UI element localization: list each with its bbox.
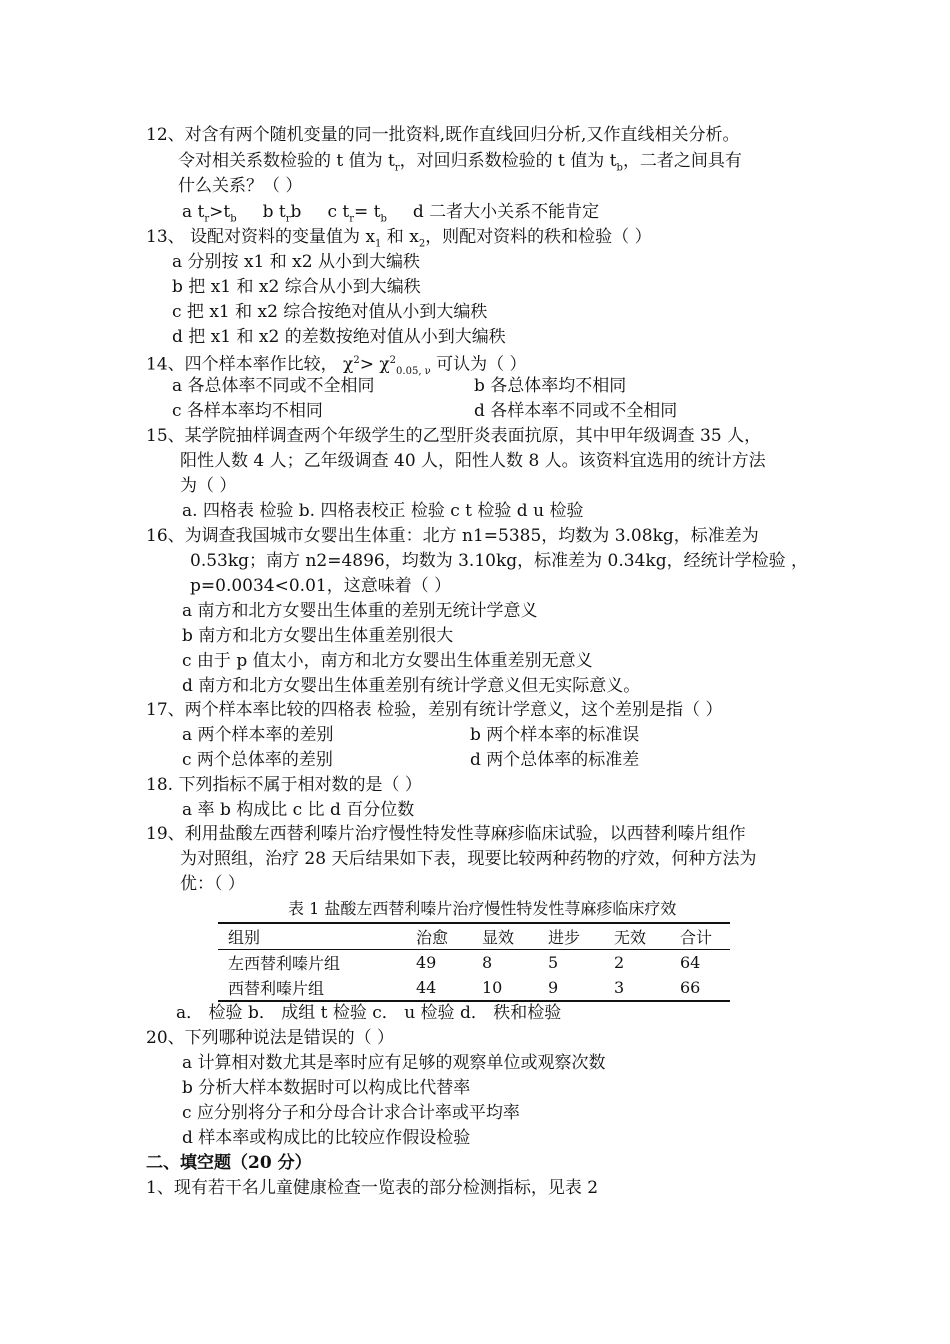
q12-option-b: b $t_rb$ [262, 202, 302, 225]
q14-option-c: c 各样本率均不相同 [172, 401, 323, 421]
table-row [218, 950, 730, 976]
table-cell: 2 [614, 953, 625, 972]
q17-option-a: a 两个样本率的差别 [182, 725, 334, 745]
q14-option-a: a 各总体率不同或不全相同 [172, 376, 375, 396]
q16-option-d: d 南方和北方女婴出生体重差别有统计学意义但无实际意义。 [182, 676, 641, 696]
q12-stem-line2: 令对相关系数检验的 t 值为 $t_r$，对回归系数检验的 t 值为 $t_b$，二者之间具有 [178, 151, 742, 174]
q16-stem-line1: 16、为调查我国城市女婴出生体重：北方 n1=5385，均数为 3.08kg，标准差为 [146, 526, 759, 546]
table-cell: 64 [680, 953, 701, 972]
table-cell: 10 [482, 978, 503, 997]
header-group: 组别 [228, 928, 261, 947]
q16-stem-line3: p=0.0034<0.01，这意味着（ ） [190, 576, 452, 596]
q18-options: a 率 b 构成比 c 比 d 百分位数 [182, 800, 415, 820]
table-cell: 5 [548, 953, 559, 972]
q14-option-b: b 各总体率均不相同 [474, 376, 627, 396]
header-total: 合计 [680, 928, 713, 947]
table-row [218, 975, 730, 1001]
q13-option-c: c 把 x1 和 x2 综合按绝对值从小到大编秩 [172, 302, 488, 322]
q13-stem: 13、 设配对资料的变量值为 $x_1$ 和 $x_2$，则配对资料的秩和检验（ ） [146, 227, 652, 250]
header-ineffective: 无效 [614, 928, 647, 947]
q14-stem: 14、四个样本率作比较， $\chi^2> \chi^2_{0.05, \nu}$ 可认为（ ） [146, 354, 527, 378]
q12-stem-line1: 12、对含有两个随机变量的同一批资料,既作直线回归分析,又作直线相关分析。 [146, 125, 740, 145]
q17-option-b: b 两个样本率的标准误 [470, 725, 640, 745]
table-cell: 44 [416, 978, 437, 997]
q19-stem-line1: 19、利用盐酸左西替利嗪片治疗慢性特发性荨麻疹临床试验，以西替利嗪片组作 [146, 824, 746, 844]
q13-option-d: d 把 x1 和 x2 的差数按绝对值从小到大编秩 [172, 327, 506, 347]
q12-option-a: a $t_r>t_b$ [182, 202, 237, 225]
q16-option-b: b 南方和北方女婴出生体重差别很大 [182, 626, 454, 646]
header-marked: 显效 [482, 928, 515, 947]
q18-stem: 18. 下列指标不属于相对数的是（ ） [146, 775, 422, 795]
header-improved: 进步 [548, 928, 581, 947]
header-cured: 治愈 [416, 928, 449, 947]
table-cell: 49 [416, 953, 437, 972]
q20-stem: 20、下列哪种说法是错误的（ ） [146, 1028, 395, 1048]
q14-option-d: d 各样本率不同或不全相同 [474, 401, 678, 421]
q19-stem-line2: 为对照组，治疗 28 天后结果如下表，现要比较两种药物的疗效，何种方法为 [180, 849, 757, 869]
q19-options: a． 检验 b． 成组 t 检验 c． u 检验 d． 秩和检验 [176, 1003, 562, 1023]
q12-option-c: c $t_r= t_b$ [327, 202, 387, 225]
q17-stem: 17、两个样本率比较的四格表 检验，差别有统计学意义，这个差别是指（ ） [146, 700, 723, 720]
q13-option-a: a 分别按 x1 和 x2 从小到大编秩 [172, 252, 420, 272]
section-title: 二、填空题（20 分） [146, 1153, 312, 1173]
q15-stem-line2: 阳性人数 4 人；乙年级调查 40 人，阳性人数 8 人。该资料宜选用的统计方法 [180, 451, 766, 471]
table-cell: 66 [680, 978, 701, 997]
q20-option-c: c 应分别将分子和分母合计求合计率或平均率 [182, 1103, 520, 1123]
q15-options: a. 四格表 检验 b. 四格表校正 检验 c t 检验 d u 检验 [182, 501, 584, 521]
table-cell: 3 [614, 978, 625, 997]
q19-stem-line3: 优：（ ） [180, 874, 245, 894]
q20-option-d: d 样本率或构成比的比较应作假设检验 [182, 1128, 471, 1148]
q20-option-b: b 分析大样本数据时可以构成比代替率 [182, 1078, 471, 1098]
q16-option-a: a 南方和北方女婴出生体重的差别无统计学意义 [182, 601, 538, 621]
q15-stem-line1: 15、某学院抽样调查两个年级学生的乙型肝炎表面抗原，其中甲年级调查 35 人， [146, 426, 762, 446]
q16-stem-line2: 0.53kg；南方 n2=4896，均数为 3.10kg，标准差为 0.34kg，经统计学检验 ， [190, 551, 808, 571]
table-cell: 左西替利嗪片组 [228, 954, 341, 973]
table-header-row [218, 923, 730, 950]
table-cell: 西替利嗪片组 [228, 979, 325, 998]
table-caption: 表 1 盐酸左西替利嗪片治疗慢性特发性荨麻疹临床疗效 [288, 899, 677, 918]
q12-stem-line3: 什么关系？（ ） [178, 176, 303, 196]
fill-in-q1: 1、现有若干名儿童健康检查一览表的部分检测指标，见表 2 [146, 1178, 599, 1198]
table-cell: 9 [548, 978, 559, 997]
q20-option-a: a 计算相对数尤其是率时应有足够的观察单位或观察次数 [182, 1053, 606, 1073]
efficacy-table [218, 922, 730, 1002]
q16-option-c: c 由于 p 值太小，南方和北方女婴出生体重差别无意义 [182, 651, 593, 671]
q13-option-b: b 把 x1 和 x2 综合从小到大编秩 [172, 277, 421, 297]
q12-option-d: d 二者大小关系不能肯定 [412, 202, 600, 222]
q15-stem-line3: 为（ ） [180, 476, 237, 496]
table-cell: 8 [482, 953, 493, 972]
q17-option-c: c 两个总体率的差别 [182, 750, 333, 770]
q17-option-d: d 两个总体率的标准差 [470, 750, 640, 770]
